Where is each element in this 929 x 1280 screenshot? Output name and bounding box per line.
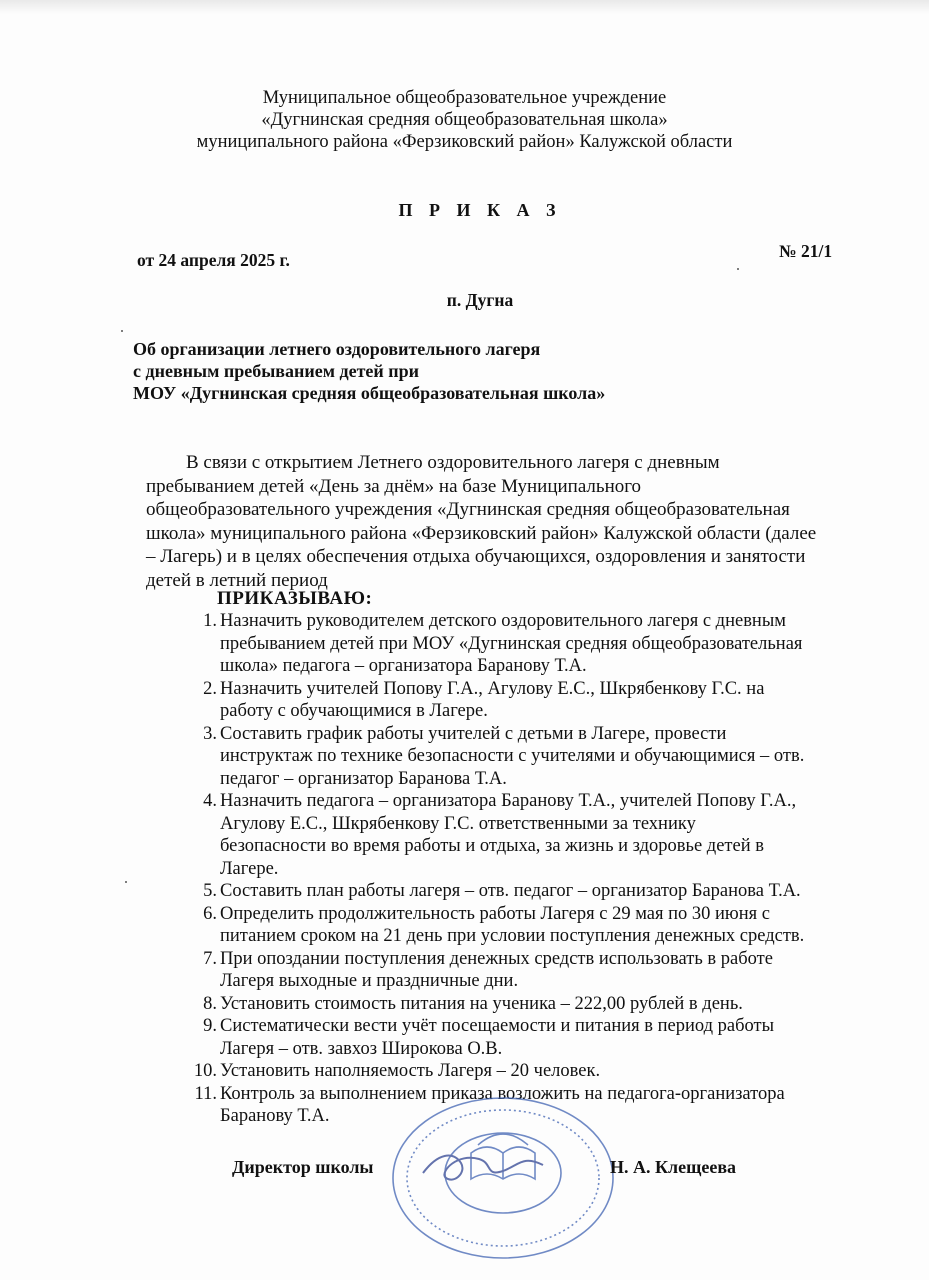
intro-line: В связи с открытием Летнего оздоровительного лагеря с дневным [186,452,720,473]
document-title: П Р И К А З [398,200,562,220]
item-number: 6. [203,903,217,924]
order-items-list [181,610,871,1128]
item-number: 3. [203,723,217,744]
item-line: пребыванием детей при МОУ «Дугнинская средняя общеобразовательная [220,633,803,654]
order-place: п. Дугна [446,290,514,310]
list-item [181,723,871,791]
item-line: Установить стоимость питания на ученика – 222,00 рублей в день. [220,993,743,1014]
item-number: 1. [203,611,217,631]
list-item [181,1015,871,1060]
item-line: педагог – организатор Баранова Т.А. [220,768,507,789]
item-number: 10. [193,1061,217,1081]
scan-speck [121,330,123,332]
item-line: Назначить руководителем детского оздоровительного лагеря с дневным [220,611,786,631]
item-line: При опоздании поступления денежных средств использовать в работе [220,948,773,969]
scan-edge-shadow [0,0,929,14]
order-subject [133,338,605,404]
item-line: Составить график работы учителей с детьми в Лагере, провести [220,723,727,744]
item-line: Лагеря – отв. завхоз Широкова О.В. [220,1038,503,1059]
item-line: Лагере. [220,858,279,879]
item-line: Агулову Е.С., Шкрябенкову Г.С. ответственными за технику [220,813,696,834]
list-item [181,993,871,1016]
scan-speck [737,268,739,270]
item-number: 8. [203,993,217,1014]
order-number: № 21/1 [779,241,833,261]
item-line: школа» педагога – организатора Баранову Т.А. [220,656,587,676]
item-line: Определить продолжительность работы Лагеря с 29 мая по 30 июня с [220,903,770,924]
list-item [181,1060,871,1083]
list-item [181,903,871,948]
subject-line-2: с дневным пребыванием детей при [133,361,420,381]
official-seal-stamp [383,1093,623,1263]
intro-line: детей в летний период [146,569,328,591]
item-number: 4. [203,791,217,811]
list-item [181,610,871,678]
organization-header [0,87,929,153]
item-line: Установить наполняемость Лагеря – 20 человек. [220,1061,601,1081]
item-number: 7. [203,948,217,969]
item-line: Контроль за выполнением приказа возложить на педагога-организатора [220,1083,785,1104]
scan-speck [125,881,127,883]
item-line: инструктаж по технике безопасности с учителями и обучающимися – отв. [220,746,805,766]
header-line-2: «Дугнинская средняя общеобразовательная школа» [261,110,668,130]
item-line: Систематически вести учёт посещаемости и питания в период работы [220,1016,775,1036]
item-line: Баранову Т.А. [220,1106,330,1126]
item-line: работу с обучающимися в Лагере. [220,701,488,721]
item-number: 11. [194,1083,217,1104]
subject-line-1: Об организации летнего оздоровительного лагеря [133,339,541,359]
intro-line: школа» муниципального района «Ферзиковский район» Калужской области (далее [146,522,817,544]
handwritten-signature-mark [423,1156,543,1180]
order-directive: ПРИКАЗЫВАЮ: [217,588,373,609]
item-number: 9. [203,1016,217,1036]
item-line: Назначить учителей Попову Г.А., Агулову Е.С., Шкрябенкову Г.С. на [220,678,765,699]
item-number: 5. [203,881,217,901]
signature-name: Н. А. Клещеева [610,1157,737,1177]
item-line: Лагеря выходные и праздничные дни. [220,971,519,991]
intro-paragraph [146,451,846,592]
item-line: Составить план работы лагеря – отв. педагог – организатор Баранова Т.А. [220,881,801,901]
item-line: безопасности во время работы и отдыха, за жизнь и здоровье детей в [220,836,764,856]
item-line: Назначить педагога – организатора Баранову Т.А., учителей Попову Г.А., [220,791,797,811]
list-item [181,790,871,880]
list-item [181,948,871,993]
order-date: от 24 апреля 2025 г. [137,250,290,270]
header-line-1: Муниципальное общеобразовательное учреждение [262,88,667,108]
emblem-arc-icon [478,1134,528,1145]
intro-line: общеобразовательного учреждения «Дугнинская средняя общеобразовательная [146,499,790,520]
intro-line: пребыванием детей «День за днём» на базе Муниципального [146,475,642,497]
header-line-3: муниципального района «Ферзиковский район» Калужской области [196,132,733,152]
list-item [181,678,871,723]
item-number: 2. [203,678,217,699]
list-item [181,880,871,903]
intro-line: – Лагерь) и в целях обеспечения отдыха обучающихся, оздоровления и занятости [146,546,806,567]
signature-position: Директор школы [232,1157,374,1177]
subject-line-3: МОУ «Дугнинская средняя общеобразовательная школа» [133,383,606,403]
item-line: питанием сроком на 21 день при условии поступления денежных средств. [220,926,805,946]
